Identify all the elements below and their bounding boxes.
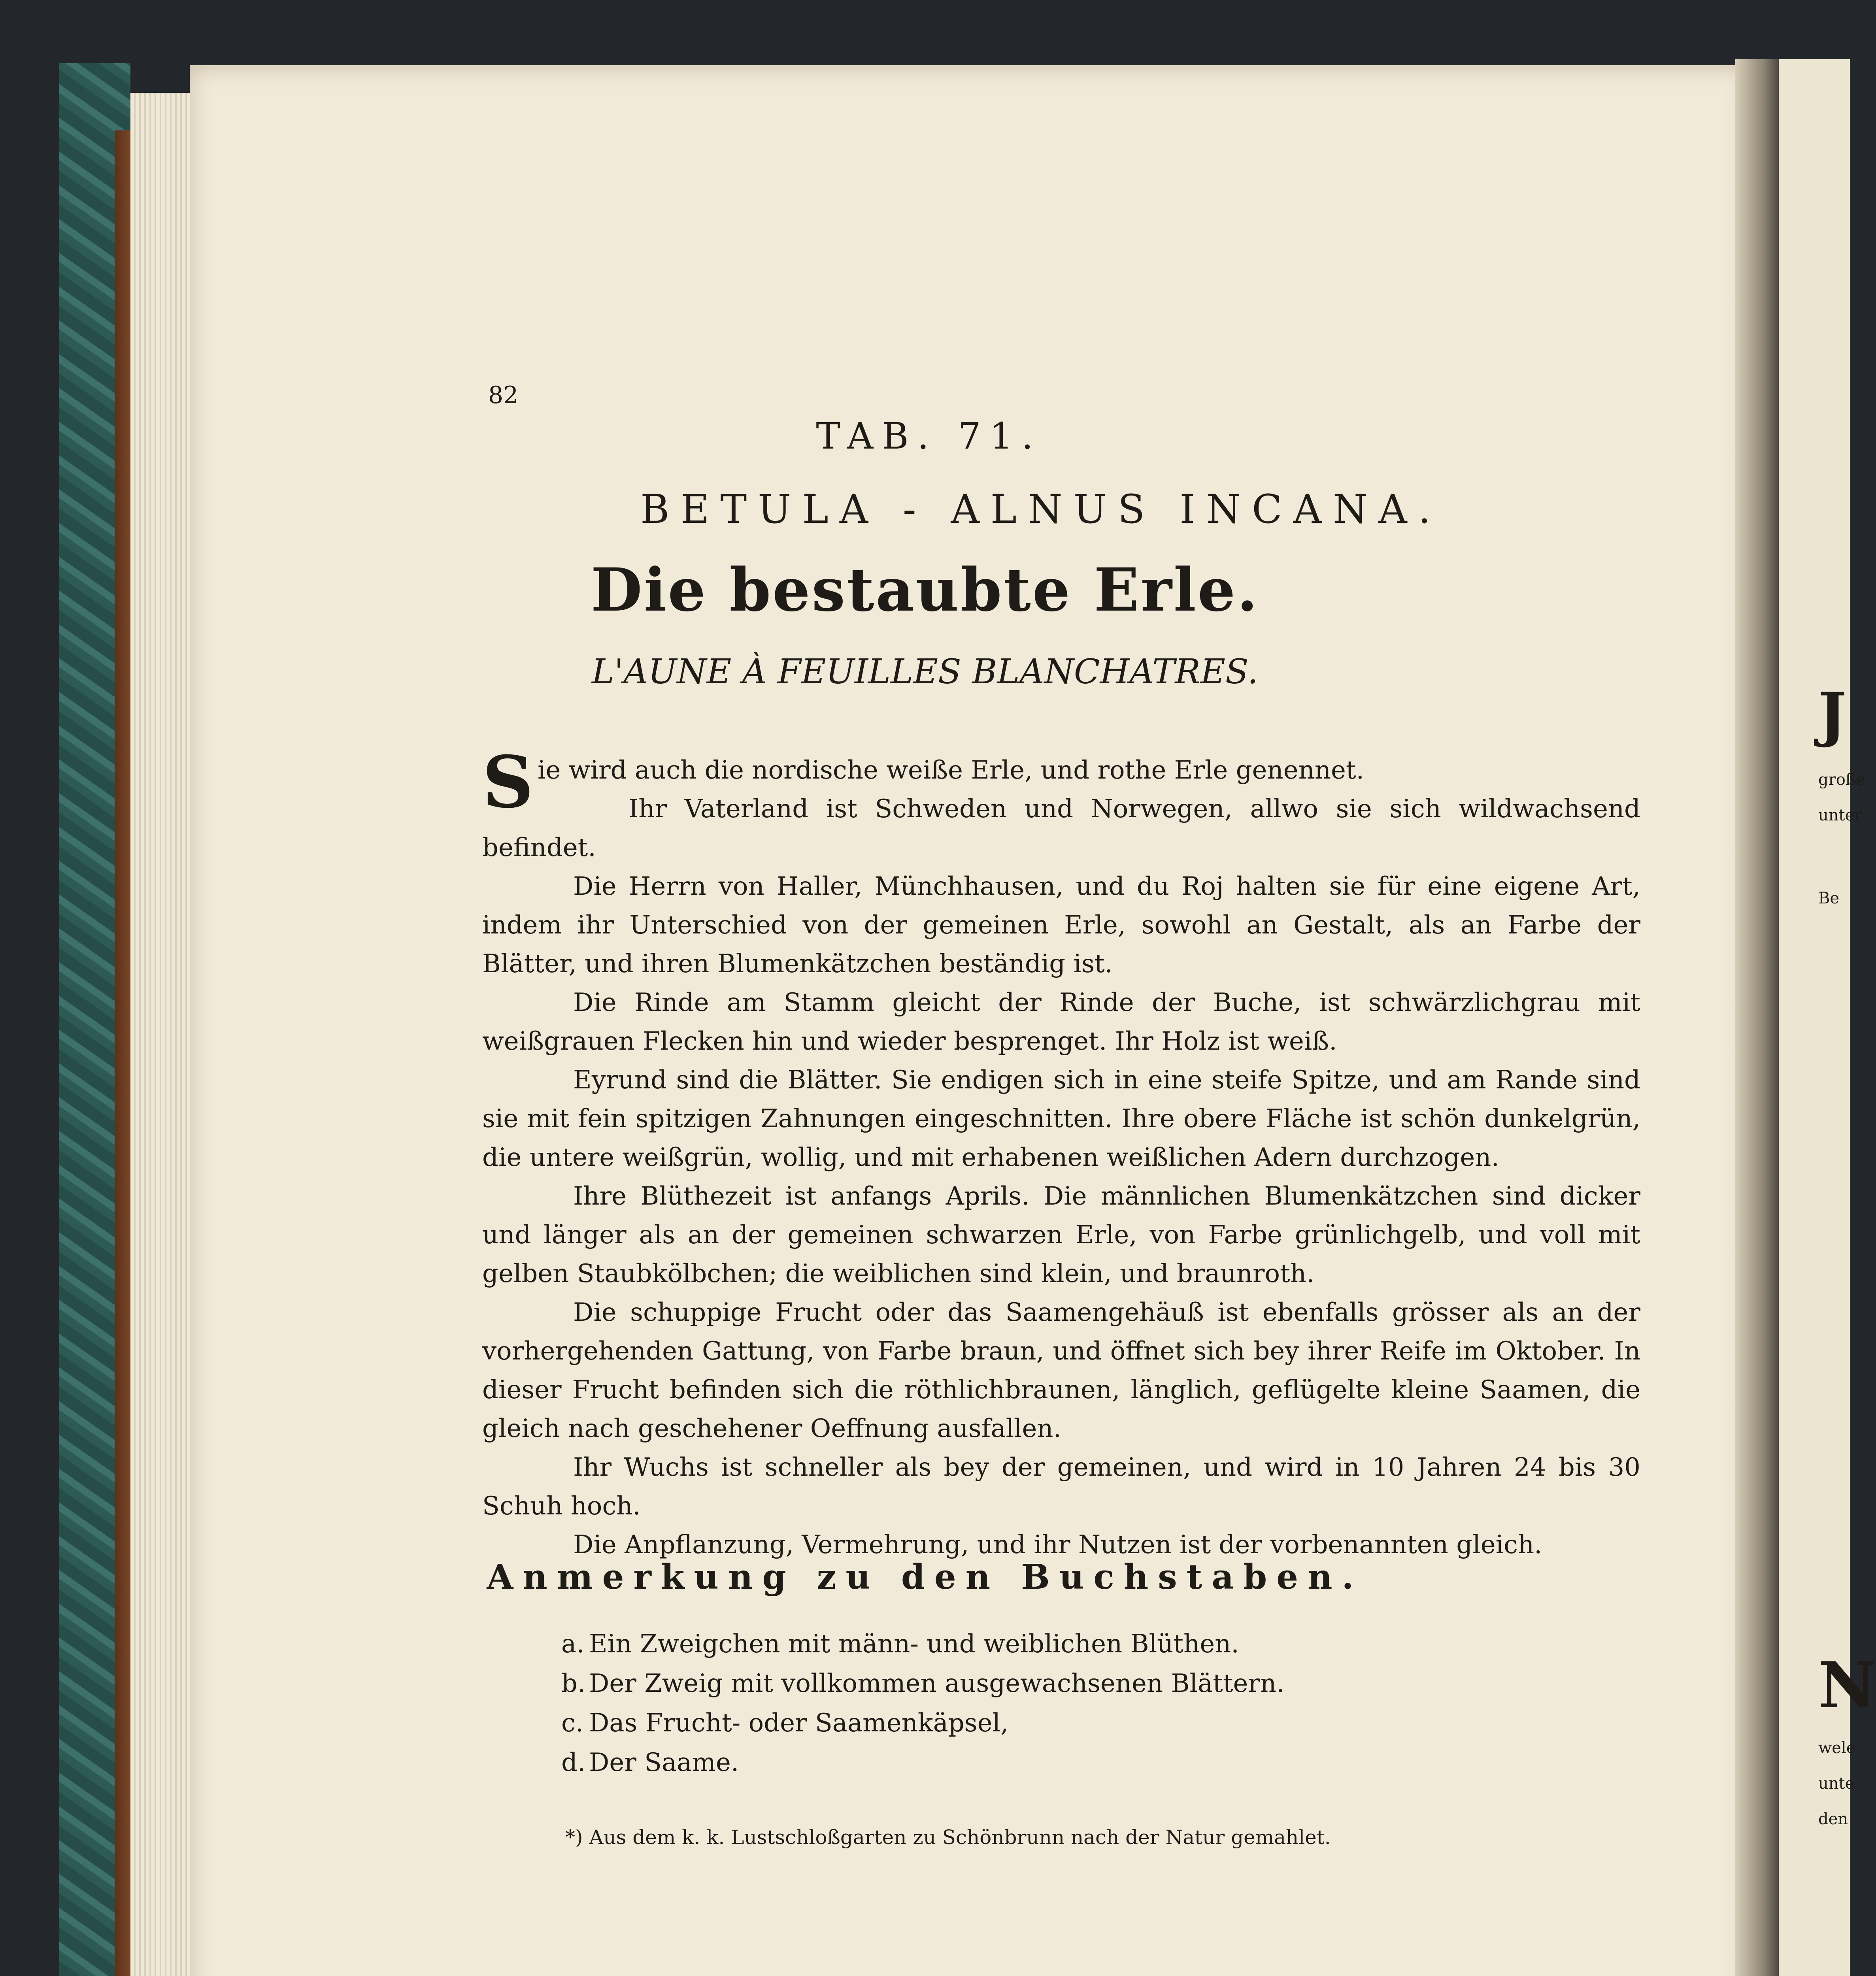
page-number: 82 (488, 381, 519, 409)
list-item: b. Der Zweig mit vollkommen ausgewachsenen Blättern. (561, 1669, 1285, 1698)
paragraph-4: Die Rinde am Stamm gleicht der Rinde der Buche, ist schwärzlichgrau mit weißgrauen Flecken hin und wieder besprenget. Ihr Holz ist weiß. (482, 988, 1640, 1056)
adjacent-page-fragment: unter (1818, 806, 1862, 824)
drop-cap: S (482, 741, 534, 824)
paragraph-7: Die schuppige Frucht oder das Saamengehäuß ist ebenfalls grösser als an der vorhergehenden Gattung, von Farbe braun, und öffnet sich bey ihrer Reife im Oktober. In dieser Frucht befinden sich die röthlichbraunen, länglich, geflügelte kleine Saamen, die gleich nach geschehener Oeffnung ausfallen. (482, 1298, 1640, 1443)
paragraph-5: Eyrund sind die Blätter. Sie endigen sich in eine steife Spitze, und am Rande sind sie mit fein spitzigen Zahnungen eingeschnitten. Ihre obere Fläche ist schön dunkelgrün, die untere weißgrün, wollig, und mit erhabenen weißlichen Adern durchzogen. (482, 1065, 1640, 1172)
adjacent-page-fragment: unte (1818, 1774, 1855, 1793)
list-item: d. Der Saame. (561, 1748, 739, 1777)
adjacent-page-fragment: den (1818, 1810, 1848, 1828)
adjacent-page-fragment: wele (1818, 1739, 1856, 1757)
german-title: Die bestaubte Erle. (591, 555, 1259, 625)
adjacent-page-fragment: große (1818, 771, 1866, 789)
list-item: a. Ein Zweigchen mit männ- und weiblichen Blüthen. (561, 1629, 1239, 1659)
adjacent-page-fragment: N (1818, 1648, 1876, 1722)
paragraph-6: Ihre Blüthezeit ist anfangs Aprils. Die männlichen Blumenkätzchen sind dicker und länger als an der gemeinen schwarzen Erle, von Farbe grünlichgelb, und voll mit gelben Staubkölbchen; die weiblichen sind klein, und braunroth. (482, 1182, 1640, 1288)
plate-number: TAB. 71. (816, 415, 1042, 457)
latin-title: BETULA - ALNUS INCANA. (640, 486, 1442, 532)
annotations-heading: Anmerkung zu den Buchstaben. (487, 1557, 1363, 1597)
paragraph-3: Die Herrn von Haller, Münchhausen, und du Roj halten sie für eine eigene Art, indem ihr Unterschied von der gemeinen Erle, sowohl an Gestalt, als an Farbe der Blätter, und ihren Blumenkätzchen beständig ist. (482, 872, 1640, 979)
adjacent-page-fragment: J (1818, 680, 1846, 749)
adjacent-page-fragment: Be (1818, 889, 1840, 907)
paragraph-1: Sie wird auch die nordische weiße Erle, und rothe Erle genennet. (482, 741, 1364, 824)
page-gutter (1735, 59, 1783, 1976)
paragraph-2: Ihr Vaterland ist Schweden und Norwegen, allwo sie sich wildwachsend befindet. (482, 794, 1640, 862)
french-title: L'AUNE À FEUILLES BLANCHATRES. (591, 652, 1259, 692)
paragraph-9: Die Anpflanzung, Vermehrung, und ihr Nutzen ist der vorbenannten gleich. (573, 1530, 1542, 1559)
footnote: *) Aus dem k. k. Lustschloßgarten zu Schönbrunn nach der Natur gemahlet. (565, 1826, 1331, 1849)
description-text (482, 741, 1640, 1564)
list-item: c. Das Frucht- oder Saamenkäpsel, (561, 1708, 1009, 1738)
paragraph-8: Ihr Wuchs ist schneller als bey der gemeinen, und wird in 10 Jahren 24 bis 30 Schuh hoch. (482, 1453, 1640, 1521)
annotations-list (561, 1624, 1549, 1782)
